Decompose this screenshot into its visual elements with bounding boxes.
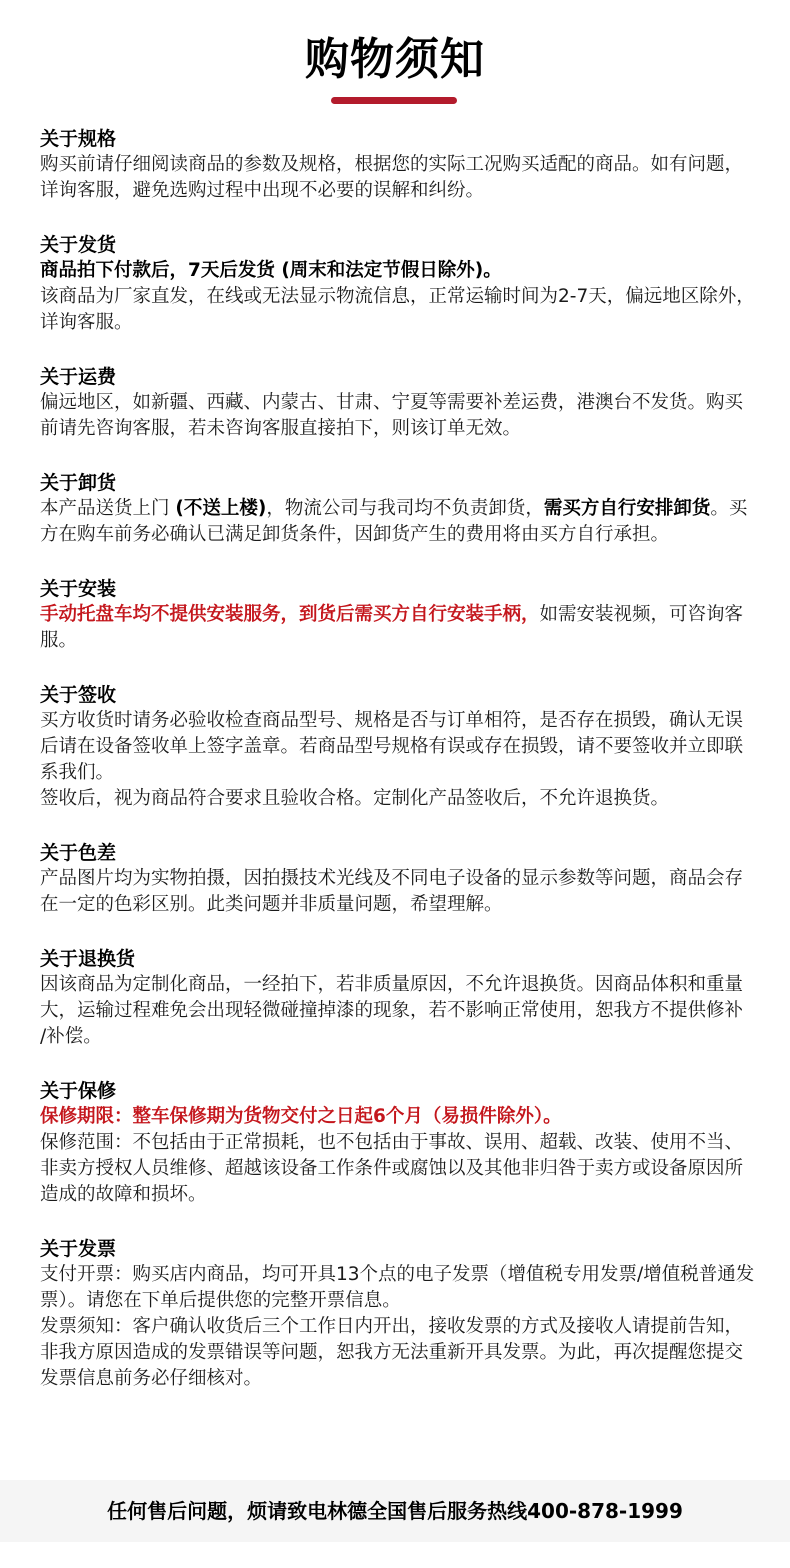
section-text: 保修范围：不包括由于正常损耗，也不包括由于事故、误用、超载、改装、使用不当、非卖方授权人员维修、超越该设备工作条件或腐蚀以及其他非归咎于卖方或设备原因所造成的故障和损坏。: [40, 1132, 744, 1205]
section-spec: [40, 126, 755, 204]
section-title: 关于发票: [40, 1238, 117, 1260]
section-text: 该商品为厂家直发，在线或无法显示物流信息，正常运输时间为2-7天，偏远地区除外，详询客服。: [40, 286, 755, 333]
section-highlight-red: 保修期限：整车保修期为货物交付之日起6个月（易损件除外）。: [40, 1106, 562, 1127]
text-run: ，物流公司与我司均不负责卸货，: [266, 498, 544, 519]
text-run: 如需安装视频，可咨询客服。: [40, 604, 744, 651]
section-text: 签收后，视为商品符合要求且验收合格。定制化产品签收后，不允许退换货。: [40, 788, 670, 809]
section-text: 偏远地区，如新疆、西藏、内蒙古、甘肃、宁夏等需要补差运费，港澳台不发货。购买前请先咨询客服，若未咨询客服直接拍下，则该订单无效。: [40, 392, 744, 439]
section-text: [40, 602, 755, 654]
section-title: 关于色差: [40, 842, 117, 864]
section-text: 买方收货时请务必验收检查商品型号、规格是否与订单相符，是否存在损毁，确认无误后请在设备签收单上签字盖章。若商品型号规格有误或存在损毁，请不要签收并立即联系我们。: [40, 710, 744, 783]
section-title: 关于保修: [40, 1080, 117, 1102]
section-title: 关于运费: [40, 366, 117, 388]
section-shipping: [40, 232, 755, 336]
section-title: 关于卸货: [40, 472, 117, 494]
section-title: 关于签收: [40, 684, 117, 706]
notice-content: [40, 126, 755, 1420]
section-unload: [40, 470, 755, 548]
text-run-red: 手动托盘车均不提供安装服务，到货后需买方自行安装手柄，: [40, 604, 540, 625]
section-title: 关于安装: [40, 578, 117, 600]
section-text: 产品图片均为实物拍摄，因拍摄技术光线及不同电子设备的显示参数等问题，商品会存在一定的色彩区别。此类问题并非质量问题，希望理解。: [40, 868, 744, 915]
text-run: 本产品送货上门: [40, 498, 176, 519]
section-text: 购买前请仔细阅读商品的参数及规格，根据您的实际工况购买适配的商品。如有问题，详询客服，避免选购过程中出现不必要的误解和纠纷。: [40, 154, 744, 201]
section-color: [40, 840, 755, 918]
text-run-bold: (不送上楼): [175, 498, 267, 519]
section-receipt: [40, 682, 755, 812]
section-highlight: 商品拍下付款后，7天后发货 (周末和法定节假日除外)。: [40, 260, 502, 281]
section-text: 支付开票：购买店内商品，均可开具13个点的电子发票（增值税专用发票/增值税普通发票）。请您在下单后提供您的完整开票信息。: [40, 1264, 755, 1311]
hotline-footer: 任何售后问题，烦请致电林德全国售后服务热线400-878-1999: [0, 1480, 790, 1542]
section-returns: [40, 946, 755, 1050]
section-text: [40, 496, 755, 548]
section-install: [40, 576, 755, 654]
title-underline: [331, 97, 457, 104]
section-text: 发票须知：客户确认收货后三个工作日内开出，接收发票的方式及接收人请提前告知，非我方原因造成的发票错误等问题，恕我方无法重新开具发票。为此，再次提醒您提交发票信息前务必仔细核对。: [40, 1316, 744, 1389]
text-run: 。买方在购车前务必确认已满足卸货条件，因卸货产生的费用将由买方自行承担。: [40, 498, 748, 545]
section-title: 关于发货: [40, 234, 117, 256]
section-invoice: [40, 1236, 755, 1392]
text-run-bold: 需买方自行安排卸货: [543, 498, 711, 519]
section-text: 因该商品为定制化商品，一经拍下，若非质量原因，不允许退换货。因商品体积和重量大，运输过程难免会出现轻微碰撞掉漆的现象，若不影响正常使用，恕我方不提供修补 /补偿。: [40, 974, 744, 1047]
page-title: 购物须知: [305, 34, 485, 85]
section-warranty: [40, 1078, 755, 1208]
section-freight: [40, 364, 755, 442]
section-title: 关于规格: [40, 128, 117, 150]
section-title: 关于退换货: [40, 948, 136, 970]
